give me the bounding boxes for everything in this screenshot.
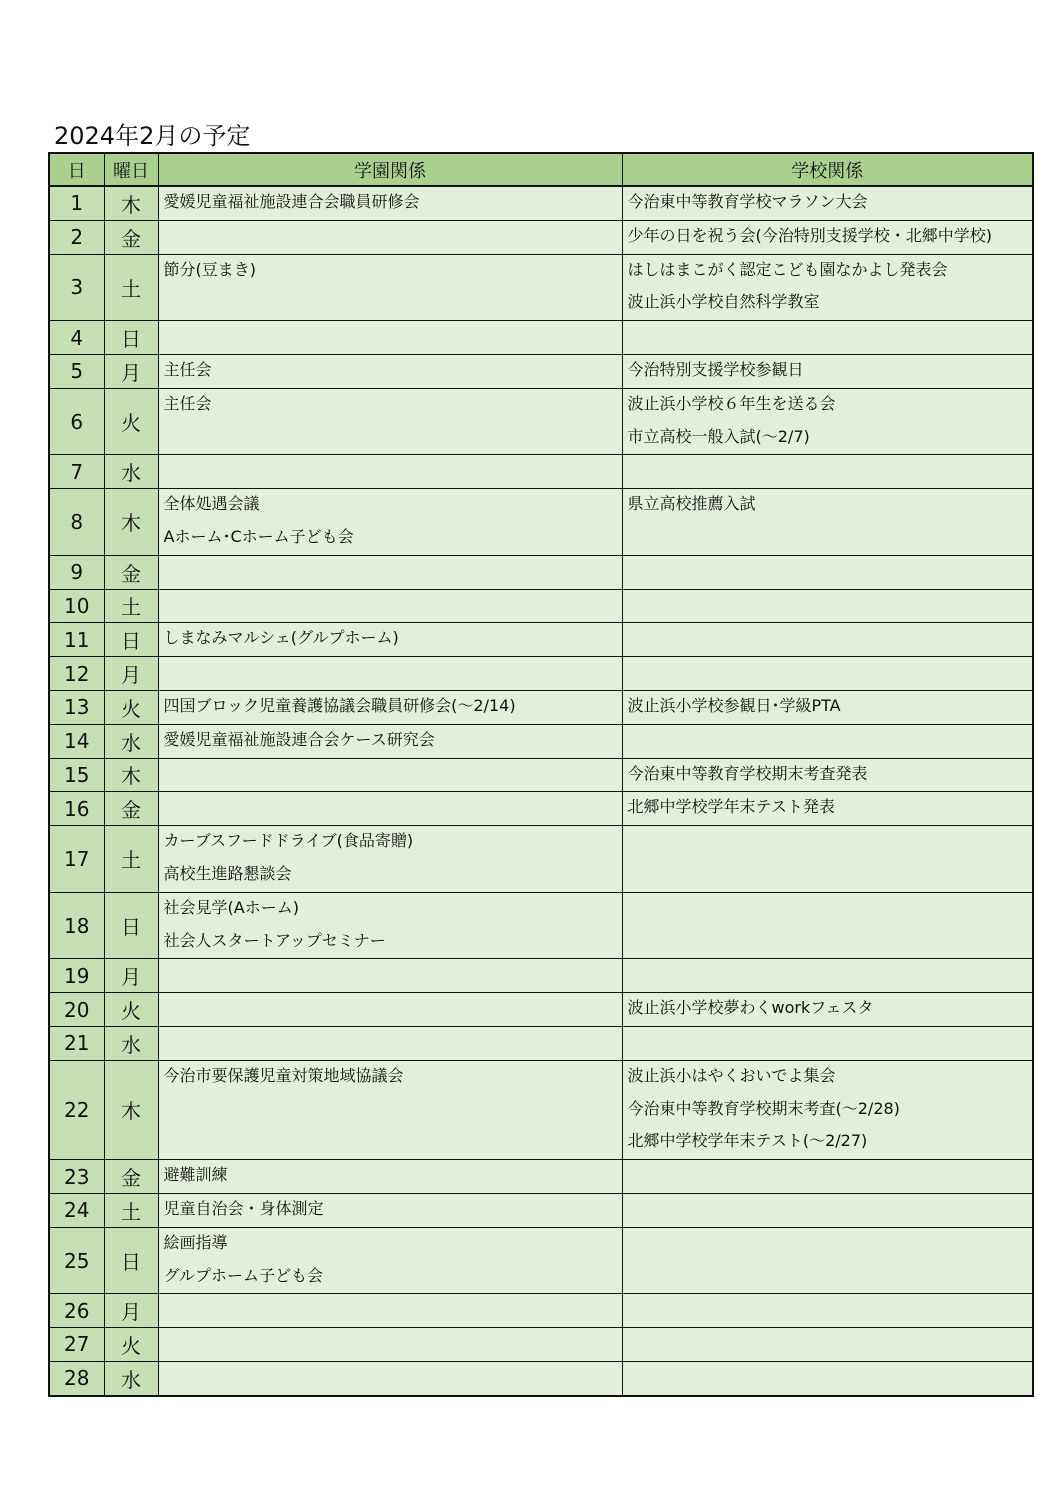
weekday: 水: [104, 724, 158, 758]
weekday: 土: [104, 589, 158, 623]
weekday: 火: [104, 993, 158, 1027]
gakko-cell: [622, 321, 1033, 355]
gakko-event: [623, 1328, 1033, 1361]
gakko-event: [623, 590, 1033, 623]
table-row: [49, 959, 1033, 993]
page-title: 2024年2月の予定: [54, 122, 251, 150]
gakko-cell: [622, 354, 1033, 388]
day-number: 23: [49, 1160, 104, 1194]
table-row: [49, 1060, 1033, 1159]
table-row: [49, 1227, 1033, 1294]
day-number: 17: [49, 826, 104, 893]
header-day: 日: [49, 153, 104, 186]
gakko-cell: [622, 1294, 1033, 1328]
day-number: 8: [49, 489, 104, 556]
gakko-event: [623, 321, 1033, 354]
table-row: [49, 388, 1033, 455]
weekday: 日: [104, 321, 158, 355]
gakuen-event: [159, 455, 622, 488]
gakuen-cell: [158, 1227, 622, 1294]
day-number: 9: [49, 555, 104, 589]
table-row: [49, 1160, 1033, 1194]
day-number: 22: [49, 1060, 104, 1159]
gakuen-event: [159, 556, 622, 589]
gakuen-cell: [158, 455, 622, 489]
table-row: [49, 892, 1033, 959]
gakko-cell: [622, 690, 1033, 724]
gakko-cell: [622, 1328, 1033, 1362]
day-number: 14: [49, 724, 104, 758]
day-number: 13: [49, 690, 104, 724]
day-number: 1: [49, 186, 104, 220]
gakko-cell: [622, 1361, 1033, 1395]
gakko-cell: [622, 220, 1033, 254]
day-number: 3: [49, 254, 104, 321]
gakuen-cell: [158, 1294, 622, 1328]
weekday: 金: [104, 555, 158, 589]
gakuen-cell: [158, 186, 622, 220]
day-number: 20: [49, 993, 104, 1027]
gakuen-cell: [158, 1361, 622, 1395]
weekday: 金: [104, 220, 158, 254]
gakko-event: [623, 1160, 1033, 1193]
weekday: 土: [104, 254, 158, 321]
table-row: [49, 220, 1033, 254]
weekday: 火: [104, 690, 158, 724]
gakuen-cell: [158, 555, 622, 589]
weekday: 土: [104, 826, 158, 893]
table-row: [49, 1026, 1033, 1060]
gakuen-cell: [158, 892, 622, 959]
gakko-cell: [622, 959, 1033, 993]
weekday: 金: [104, 1160, 158, 1194]
day-number: 19: [49, 959, 104, 993]
gakuen-cell: [158, 489, 622, 556]
table-row: [49, 690, 1033, 724]
table-row: [49, 657, 1033, 691]
gakko-event: [623, 522, 1033, 555]
gakuen-cell: [158, 388, 622, 455]
schedule-table: [48, 152, 1034, 1397]
day-number: 10: [49, 589, 104, 623]
weekday: 木: [104, 489, 158, 556]
gakuen-event: 避難訓練: [163, 1165, 228, 1185]
gakuen-cell: [158, 254, 622, 321]
gakuen-event: 社会見学(Aホーム): [163, 897, 299, 917]
day-number: 5: [49, 354, 104, 388]
gakko-cell: [622, 489, 1033, 556]
table-row: [49, 555, 1033, 589]
gakko-cell: [622, 254, 1033, 321]
gakko-event: [623, 1027, 1033, 1060]
table-row: [49, 724, 1033, 758]
gakko-event: [623, 959, 1033, 992]
gakuen-cell: [158, 758, 622, 792]
gakuen-event: [159, 657, 622, 690]
gakuen-cell: [158, 690, 622, 724]
gakuen-event: カーブスフードドライブ(食品寄贈): [163, 831, 414, 851]
table-row: [49, 1361, 1033, 1395]
weekday: 木: [104, 1060, 158, 1159]
gakuen-event: [159, 422, 622, 455]
gakko-event: 波止浜小学校自然科学教室: [627, 292, 820, 312]
gakko-cell: [622, 455, 1033, 489]
gakuen-event: [159, 590, 622, 623]
gakuen-cell: [158, 826, 622, 893]
day-number: 7: [49, 455, 104, 489]
gakuen-cell: [158, 623, 622, 657]
gakuen-event: [159, 959, 622, 992]
gakuen-cell: [158, 354, 622, 388]
gakuen-event: しまなみマルシェ(グルプホーム): [163, 628, 399, 648]
gakko-cell: [622, 1060, 1033, 1159]
day-number: 11: [49, 623, 104, 657]
gakko-event: 市立高校一般入試(～2/7): [627, 426, 810, 446]
gakuen-event: 主任会: [163, 393, 212, 413]
table-row: [49, 758, 1033, 792]
table-row: [49, 354, 1033, 388]
gakuen-cell: [158, 220, 622, 254]
gakuen-event: [159, 321, 622, 354]
gakko-event: 少年の日を祝う会(今治特別支援学校・北郷中学校): [627, 225, 992, 245]
gakuen-event: [159, 287, 622, 320]
gakko-cell: [622, 1160, 1033, 1194]
gakuen-event: 四国ブロック児童養護協議会職員研修会(～2/14): [163, 695, 516, 715]
gakuen-cell: [158, 724, 622, 758]
day-number: 16: [49, 792, 104, 826]
gakuen-event: [159, 1027, 622, 1060]
gakko-cell: [622, 657, 1033, 691]
weekday: 木: [104, 186, 158, 220]
gakko-cell: [622, 388, 1033, 455]
day-number: 24: [49, 1193, 104, 1227]
gakuen-cell: [158, 1026, 622, 1060]
weekday: 水: [104, 1026, 158, 1060]
gakuen-event: 全体処遇会議: [163, 494, 260, 514]
gakuen-event: 児童自治会・身体測定: [163, 1198, 324, 1218]
gakko-event: 今治東中等教育学校マラソン大会: [627, 192, 868, 211]
day-number: 15: [49, 758, 104, 792]
day-number: 28: [49, 1361, 104, 1395]
gakko-event: [623, 893, 1033, 926]
gakko-event: [623, 1294, 1033, 1327]
weekday: 月: [104, 657, 158, 691]
gakko-cell: [622, 555, 1033, 589]
gakko-event: [623, 826, 1033, 859]
gakko-cell: [622, 589, 1033, 623]
table-row: [49, 254, 1033, 321]
weekday: 日: [104, 892, 158, 959]
day-number: 4: [49, 321, 104, 355]
weekday: 金: [104, 792, 158, 826]
gakuen-event: 社会人スタートアップセミナー: [163, 930, 386, 950]
weekday: 水: [104, 1361, 158, 1395]
gakko-cell: [622, 1026, 1033, 1060]
header-gakuen: 学園関係: [158, 153, 622, 186]
gakko-cell: [622, 724, 1033, 758]
gakko-event: 県立高校推薦入試: [627, 494, 756, 514]
table-row: [49, 589, 1033, 623]
gakko-cell: [622, 826, 1033, 893]
gakko-event: 北郷中学校学年末テスト発表: [627, 797, 835, 817]
gakuen-event: 愛媛児童福祉施設連合会ケース研究会: [163, 729, 435, 749]
gakko-event: [623, 623, 1033, 656]
gakko-event: 今治東中等教育学校期末考査(～2/28): [627, 1098, 900, 1118]
weekday: 火: [104, 388, 158, 455]
gakko-event: 今治東中等教育学校期末考査発表: [627, 763, 868, 783]
gakko-event: [623, 1261, 1033, 1294]
gakuen-event: [159, 1294, 622, 1327]
header-weekday: 曜日: [104, 153, 158, 186]
gakuen-event: [159, 221, 622, 254]
gakko-event: [623, 1194, 1033, 1227]
gakuen-cell: [158, 993, 622, 1027]
weekday: 月: [104, 354, 158, 388]
header-gakko: 学校関係: [622, 153, 1033, 186]
weekday: 日: [104, 623, 158, 657]
gakko-cell: [622, 758, 1033, 792]
gakuen-cell: [158, 1328, 622, 1362]
table-row: [49, 623, 1033, 657]
gakuen-event: 節分(豆まき): [163, 259, 256, 279]
weekday: 日: [104, 1227, 158, 1294]
table-row: [49, 826, 1033, 893]
gakko-event: [623, 455, 1033, 488]
table-row: [49, 489, 1033, 556]
day-number: 25: [49, 1227, 104, 1294]
gakko-event: 波止浜小学校夢わくworkフェスタ: [627, 998, 874, 1018]
table-row: [49, 993, 1033, 1027]
gakuen-event: 愛媛児童福祉施設連合会職員研修会: [163, 192, 420, 211]
gakko-event: 北郷中学校学年末テスト(～2/27): [627, 1131, 868, 1151]
gakuen-event: [159, 1328, 622, 1361]
weekday: 水: [104, 455, 158, 489]
gakko-event: 今治特別支援学校参観日: [627, 359, 804, 379]
gakko-event: 波止浜小学校参観日･学級PTA: [627, 695, 841, 715]
table-row: [49, 1193, 1033, 1227]
weekday: 火: [104, 1328, 158, 1362]
table-row: [49, 792, 1033, 826]
day-number: 26: [49, 1294, 104, 1328]
weekday: 土: [104, 1193, 158, 1227]
gakuen-event: [159, 993, 622, 1026]
gakko-event: はしはまこがく認定こども園なかよし発表会: [627, 259, 948, 279]
gakuen-cell: [158, 657, 622, 691]
gakuen-event: 今治市要保護児童対策地域協議会: [163, 1065, 404, 1085]
gakko-cell: [622, 623, 1033, 657]
gakuen-cell: [158, 792, 622, 826]
gakuen-cell: [158, 1160, 622, 1194]
gakuen-event: [159, 759, 622, 792]
weekday: 木: [104, 758, 158, 792]
gakko-event: 波止浜小はやくおいでよ集会: [627, 1065, 836, 1085]
gakko-event: [623, 1362, 1033, 1395]
gakuen-cell: [158, 1060, 622, 1159]
gakko-event: [623, 556, 1033, 589]
gakko-cell: [622, 1193, 1033, 1227]
day-number: 21: [49, 1026, 104, 1060]
day-number: 18: [49, 892, 104, 959]
schedule-body: [49, 186, 1033, 1396]
gakko-event: [623, 725, 1033, 758]
table-row: [49, 1294, 1033, 1328]
gakko-cell: [622, 1227, 1033, 1294]
gakuen-event: [159, 1126, 622, 1159]
table-row: [49, 455, 1033, 489]
table-row: [49, 1328, 1033, 1362]
gakko-cell: [622, 186, 1033, 220]
gakko-cell: [622, 792, 1033, 826]
gakko-cell: [622, 993, 1033, 1027]
gakuen-cell: [158, 321, 622, 355]
gakuen-cell: [158, 589, 622, 623]
gakko-event: [623, 926, 1033, 959]
day-number: 2: [49, 220, 104, 254]
gakuen-event: 主任会: [163, 359, 212, 379]
gakuen-event: 高校生進路懇談会: [163, 863, 292, 883]
gakuen-event: グルプホーム子ども会: [163, 1265, 324, 1285]
gakuen-event: [159, 1094, 622, 1127]
gakuen-event: [159, 1362, 622, 1395]
weekday: 月: [104, 1294, 158, 1328]
day-number: 12: [49, 657, 104, 691]
gakuen-event: Aホーム･Cホーム子ども会: [163, 526, 354, 546]
gakuen-cell: [158, 1193, 622, 1227]
weekday: 月: [104, 959, 158, 993]
gakko-event: 波止浜小学校６年生を送る会: [627, 393, 836, 413]
gakko-cell: [622, 892, 1033, 959]
day-number: 6: [49, 388, 104, 455]
day-number: 27: [49, 1328, 104, 1362]
header-row: [49, 153, 1033, 186]
table-row: [49, 321, 1033, 355]
gakuen-event: 絵画指導: [163, 1232, 228, 1252]
table-row: [49, 186, 1033, 220]
gakko-event: [623, 859, 1033, 892]
gakko-event: [623, 1228, 1033, 1261]
gakko-event: [623, 657, 1033, 690]
gakuen-cell: [158, 959, 622, 993]
gakuen-event: [159, 792, 622, 825]
